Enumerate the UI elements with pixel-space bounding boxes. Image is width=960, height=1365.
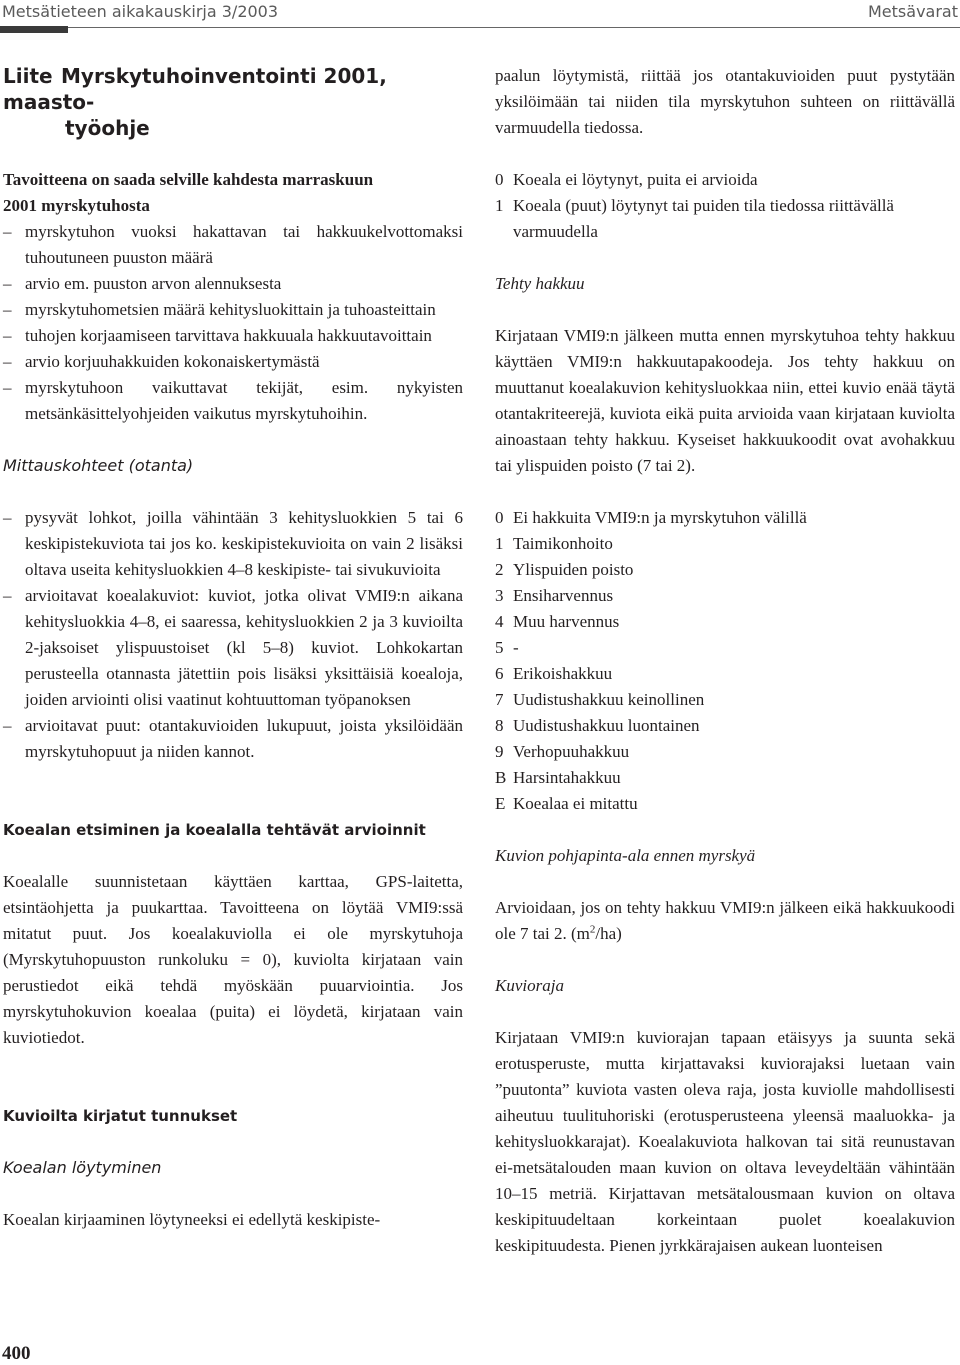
cutting-code-list bbox=[495, 505, 955, 817]
list-item: 3 Ensiharvennus bbox=[495, 586, 614, 605]
right-column bbox=[495, 63, 955, 1259]
list-item: – pysyvät lohkot, joilla vähintään 3 kehitysluokkien 5 tai 6 keskipistekuviota tai jos ko. keskipistekuvioita on vain 2 lisäksi oltava useita kehitysluokkien 4–8 keskipiste- tai sivukuvioita bbox=[3, 505, 463, 583]
found-text-start: Koealan kirjaaminen löytyneeksi ei edellytä keskipiste- bbox=[3, 1210, 381, 1229]
list-item: 5 - bbox=[495, 638, 519, 657]
list-item: – tuhojen korjaamiseen tarvittava hakkuuala hakkuutavoittain bbox=[3, 323, 463, 349]
objective-heading: Tavoitteena on saada selville kahdesta marraskuun 2001 myrskytuhosta bbox=[3, 170, 374, 215]
boundary-text: Kirjataan VMI9:n kuviorajan tapaan etäisyys ja suunta sekä erotusperuste, mutta kirjattavaksi kuviorajaksi luetaan vain ”puutonta” kuviota vasten oleva raja, josta kuviolle mahdollisesti aiheutuu tuulituhoriski (erotusperusteena yleensä maaluokka- ja kehitysluokkarajat). Koealakuviota halkovan tai sitä reunustavan ei-metsätalouden maan kuvion on oltava leveydeltään vähintään 10–15 metriä. Kirjattavan metsätalousmaan kuvion on oltava keskipituudeltaan korkeintaan puolet koealakuvion keskipituudesta. Pienen jyrkkärajaisen aukean luonteisen bbox=[495, 1028, 955, 1255]
boundary-heading: Kuvioraja bbox=[495, 976, 564, 995]
list-item: 1 Taimikonhoito bbox=[495, 534, 613, 553]
objective-list bbox=[3, 219, 463, 427]
list-item: 0 Koeala ei löytynyt, puita ei arvioida bbox=[495, 170, 758, 189]
list-item: 9 Verhopuuhakkuu bbox=[495, 742, 630, 761]
list-item: 6 Erikoishakkuu bbox=[495, 664, 613, 683]
basal-area-text: Arvioidaan, jos on tehty hakkuu VMI9:n jälkeen eikä hakkuukoodi ole 7 tai 2. $(m^2/ha)$ bbox=[495, 898, 955, 943]
header-rule bbox=[0, 27, 960, 28]
sampling-heading: Mittauskohteet (otanta) bbox=[3, 456, 194, 475]
list-item: 1 Koeala (puut) löytynyt tai puiden tila tiedossa riittävällä varmuudella bbox=[495, 196, 894, 241]
sampling-list bbox=[3, 505, 463, 765]
list-item: – arvioitavat koealakuviot: kuviot, jotka olivat VMI9:n aikana kehitysluokkia 4–8, ei saaressa, kehitysluokkien 2 ja 3 kuvioilta 2-jaksoiset ylispuustoiset (kl 5–8) kuviot. Lohkokartan perusteella otannasta jätettiin pois lisäksi yksittäisiä koealoja, joiden arviointi olisi vaatinut kohtuuttoman työpanoksen bbox=[3, 583, 463, 713]
cutting-heading: Tehty hakkuu bbox=[495, 274, 585, 293]
list-item: – myrskytuhometsien määrä kehitysluokittain ja tuhoasteittain bbox=[3, 297, 463, 323]
article-title bbox=[3, 63, 463, 141]
list-item: – myrskytuhoon vaikuttavat tekijät, esim. nykyisten metsänkäsittelyohjeiden vaikutus myrskytuhoihin. bbox=[3, 375, 463, 427]
list-item: – arvio korjuuhakkuiden kokonaiskertymästä bbox=[3, 349, 463, 375]
page-number: 400 bbox=[2, 1343, 31, 1364]
journal-name: Metsätieteen aikakauskirja 3/2003 bbox=[2, 2, 279, 21]
found-subheading: Koealan löytyminen bbox=[3, 1158, 162, 1177]
title-line-1: Myrskytuhoinventointi 2001, maasto- bbox=[3, 64, 387, 114]
list-item: 2 Ylispuiden poisto bbox=[495, 560, 634, 579]
list-item: 4 Muu harvennus bbox=[495, 612, 620, 631]
section-name: Metsävarat bbox=[868, 2, 958, 21]
cutting-text: Kirjataan VMI9:n jälkeen mutta ennen myrskytuhoa tehty hakkuu käyttäen VMI9:n hakkuutapakoodeja. Jos tehty hakkuu on muuttanut koealakuvion kehitysluokkaa niin, ettei kuvio enää täytä otantakriteerejä, kuviota eikä puita arvioida vaan kirjataan kuviolta ainoastaan tehty hakkuu. Kyseiset hakkuukoodit ovat avohakkuu tai ylispuiden poisto (7 tai 2). bbox=[495, 326, 955, 475]
list-item: B Harsintahakkuu bbox=[495, 768, 621, 787]
plot-search-text: Koealalle suunnistetaan käyttäen karttaa, GPS-laitetta, etsintäohjetta ja puukarttaa. Tavoitteena on löytää VMI9:ssä mitatut puut. Jos koealakuviolla ei ole myrskytuhoja (Myrskytuhopuuston runkoluku = 0), kuviolta kirjataan vain perustiedot eikä tehdä myöskään puuarviointia. Jos myrskytuhokuvion koealaa (puita) ei löydetä, kirjataan vain kuviotiedot. bbox=[3, 872, 463, 1047]
list-item: 8 Uudistushakkuu luontainen bbox=[495, 716, 700, 735]
list-item: 7 Uudistushakkuu keinollinen bbox=[495, 690, 705, 709]
title-label: Liite bbox=[3, 64, 53, 88]
list-item: – myrskytuhon vuoksi hakattavan tai hakkuukelvottomaksi tuhoutuneen puuston määrä bbox=[3, 219, 463, 271]
list-item: E Koealaa ei mitattu bbox=[495, 794, 638, 813]
plot-search-heading: Koealan etsiminen ja koealalla tehtävät arvioinnit bbox=[3, 821, 426, 839]
list-item: – arvio em. puuston arvon alennuksesta bbox=[3, 271, 463, 297]
list-item: – arvioitavat puut: otantakuvioiden lukupuut, joista yksilöidään myrskytuhopuut ja niiden kannot. bbox=[3, 713, 463, 765]
header-rule-accent bbox=[0, 26, 68, 33]
running-header bbox=[0, 0, 960, 26]
title-line-2: työohje bbox=[65, 116, 150, 140]
basal-area-heading: Kuvion pohjapinta-ala ennen myrskyä bbox=[495, 846, 756, 865]
list-item: 0 Ei hakkuita VMI9:n ja myrskytuhon välillä bbox=[495, 508, 807, 527]
found-text-continued: paalun löytymistä, riittää jos otantakuvioiden puut pystytään yksilöimään tai niiden tila myrskytuhon suhteen on riittävällä varmuudella tiedossa. bbox=[495, 66, 955, 137]
stand-codes-heading: Kuvioilta kirjatut tunnukset bbox=[3, 1107, 238, 1125]
found-code-list bbox=[495, 167, 955, 245]
left-column bbox=[3, 63, 463, 1233]
